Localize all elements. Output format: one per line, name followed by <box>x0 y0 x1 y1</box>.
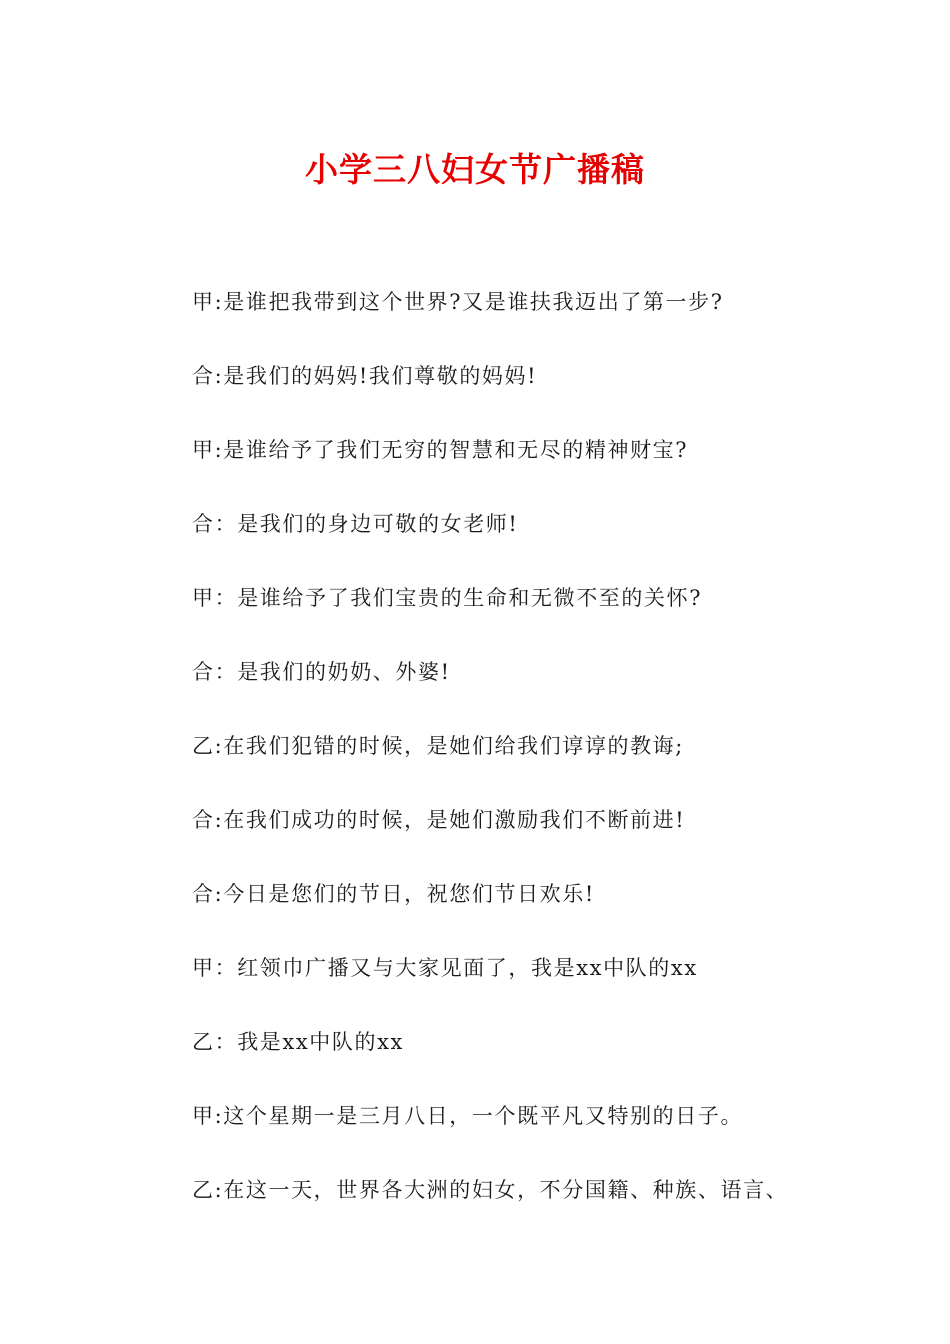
body-line: 合：是我们的身边可敬的女老师! <box>192 512 519 536</box>
body-line: 乙:在我们犯错的时候，是她们给我们谆谆的教诲; <box>192 734 684 758</box>
body-line: 合：是我们的奶奶、外婆! <box>192 660 451 684</box>
body-line: 甲:是谁把我带到这个世界?又是谁扶我迈出了第一步? <box>192 290 724 314</box>
document-title: 小学三八妇女节广播稿 <box>305 150 645 189</box>
body-line: 合:今日是您们的节日，祝您们节日欢乐! <box>192 882 595 906</box>
body-line: 甲：红领巾广播又与大家见面了，我是xx中队的xx <box>192 956 698 980</box>
body-line: 合:在我们成功的时候，是她们激励我们不断前进! <box>192 808 686 832</box>
body-line: 合:是我们的妈妈!我们尊敬的妈妈! <box>192 364 538 388</box>
document-body <box>192 282 852 1244</box>
body-line: 乙:在这一天，世界各大洲的妇女，不分国籍、种族、语言、 <box>192 1178 789 1202</box>
body-line: 甲:这个星期一是三月八日，一个既平凡又特别的日子。 <box>192 1104 744 1128</box>
body-line: 甲：是谁给予了我们宝贵的生命和无微不至的关怀? <box>192 586 703 610</box>
body-line: 乙：我是xx中队的xx <box>192 1030 404 1054</box>
body-line: 甲:是谁给予了我们无穷的智慧和无尽的精神财宝? <box>192 438 689 462</box>
